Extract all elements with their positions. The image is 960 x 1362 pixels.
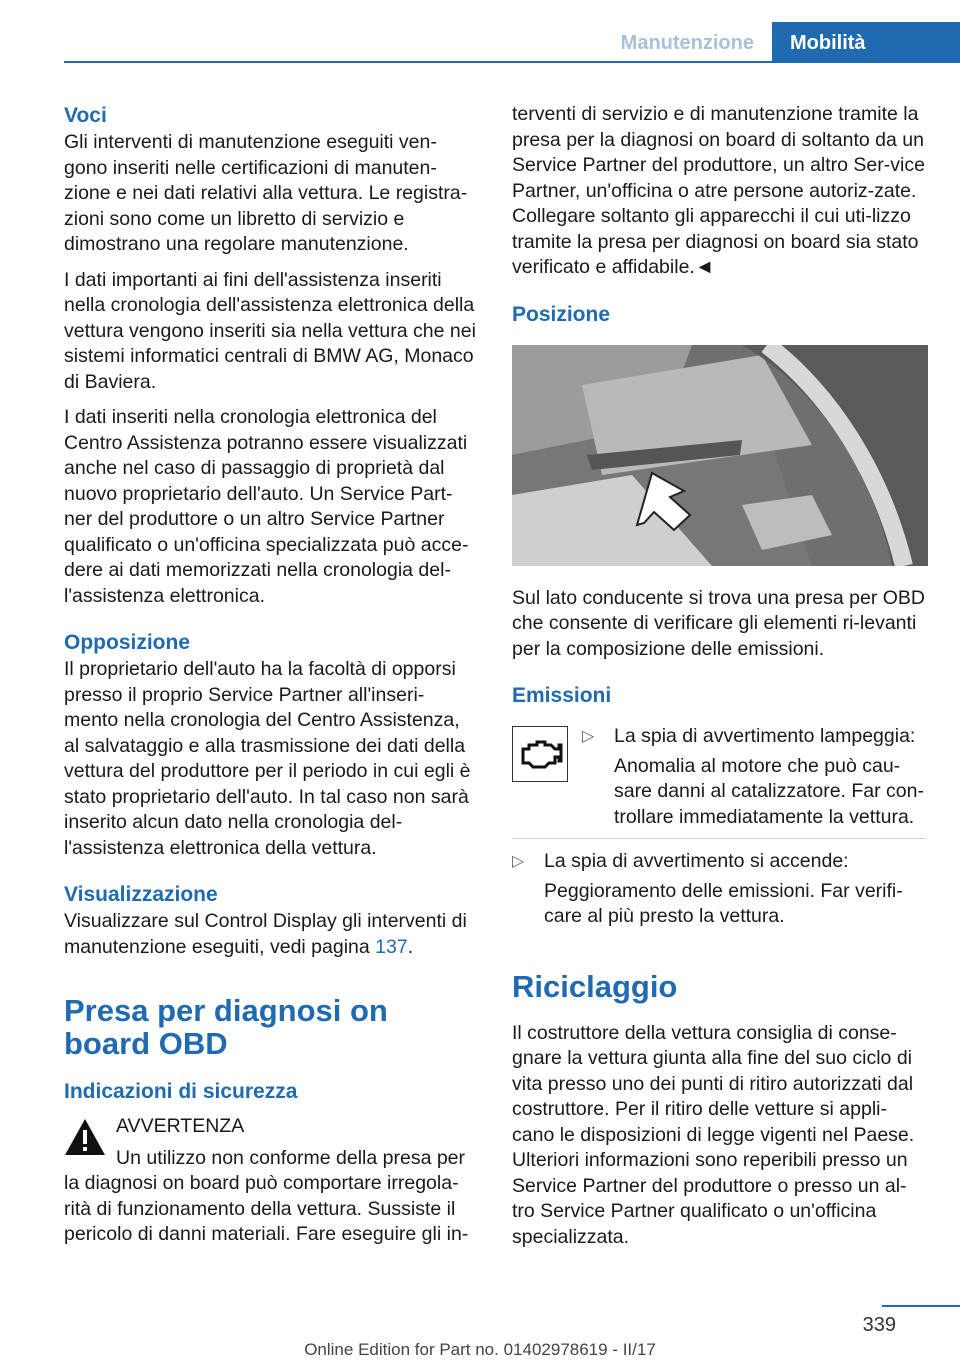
footer-text: Online Edition for Part no. 01402978619 - II/17 xyxy=(304,1340,656,1359)
section-title-posizione: Posizione xyxy=(512,302,611,326)
triangle-bullet-icon: ▷ xyxy=(512,853,525,870)
tab-manutenzione[interactable]: Manutenzione xyxy=(603,22,772,62)
paragraph: Gli interventi di manutenzione eseguiti ven-gono inseriti nelle certificazioni di manuten-zione e nei dati relativi alla vettura. Le registra-zioni sono come un libretto di servizio e dimostrano una regolare manutenzione. xyxy=(64,131,468,255)
header-rule xyxy=(64,61,960,63)
triangle-bullet-icon: ▷ xyxy=(582,728,595,745)
right-column xyxy=(512,102,926,1260)
left-column xyxy=(64,102,478,1248)
section-title-emissioni: Emissioni xyxy=(512,684,612,707)
page-number-rule xyxy=(882,1305,960,1307)
chapter-title-riciclaggio: Riciclaggio xyxy=(512,968,678,1004)
engine-warning-icon xyxy=(512,726,568,782)
obd-location-photo xyxy=(512,345,928,566)
paragraph: Visualizzare sul Control Display gli interventi di manutenzione eseguiti, vedi pagina 137. xyxy=(64,910,467,958)
paragraph: I dati inseriti nella cronologia elettronica del Centro Assistenza potranno essere visualizzati anche nel caso di passaggio di proprietà dal nuovo proprietario dell'auto. Un Service Part-ner del produttore o un altro Service Partner qualificato o un'officina specializzata può acce-dere ai dati memorizzati nella cronologia del-l'assistenza elettronica. xyxy=(64,406,469,607)
divider xyxy=(512,838,926,839)
page-header xyxy=(603,22,960,62)
warning-block xyxy=(64,1114,478,1140)
section-title-sicurezza: Indicazioni di sicurezza xyxy=(64,1080,298,1103)
emission-item-1 xyxy=(512,724,926,830)
paragraph: I dati importanti ai fini dell'assistenza inseriti nella cronologia dell'assistenza elettronica della vettura vengono inseriti sia nella vettura che nei sistemi informatici centrali di BMW AG, Monaco di Baviera. xyxy=(64,268,476,393)
section-title-voci: Voci xyxy=(64,104,107,127)
paragraph: Il costruttore della vettura consiglia di conse-gnare la vettura giunta alla fine del suo ciclo di vita presso uno dei punti di ritiro autorizzati dal costruttore. Per il ritiro delle vetture si appli-cano le disposizioni di legge vigenti nel Paese. Ulteriori informazioni sono reperibili presso un Service Partner del produttore o presso un al-tro Service Partner qualificato o un'officina specializzata. xyxy=(512,1021,915,1248)
chapter-title-obd: Presa per diagnosi on board OBD xyxy=(64,993,388,1061)
warning-triangle-icon xyxy=(64,1118,106,1156)
list-item: ▷ La spia di avvertimento si accende: xyxy=(512,849,926,875)
warning-text-continued: terventi di servizio e di manutenzione tramite la presa per la diagnosi on board di soltanto da un Service Partner del produttore, un altro Ser-vice Partner, un'officina o atre persone autoriz-zate. Collegare soltanto gli apparecchi il cui uti-lizzo tramite la presa per diagnosi on board sia stato verificato e affidabile.◄ xyxy=(512,103,925,278)
tab-mobilita[interactable]: Mobilità xyxy=(772,22,960,62)
warning-title: AVVERTENZA xyxy=(116,1115,245,1137)
page-number: 339 xyxy=(862,1314,896,1336)
section-title-opposizione: Opposizione xyxy=(64,631,190,654)
paragraph: Il proprietario dell'auto ha la facoltà di opporsi presso il proprio Service Partner all'inseri-mento nella cronologia del Centro Assistenza, al salvataggio e alla trasmissione dei dati della vettura del produttore per il periodo in cui egli è stato proprietario dell'auto. In tal caso non sarà inserito alcun dato nella cronologia del-l'assistenza elettronica della vettura. xyxy=(64,658,471,859)
page-link[interactable]: 137 xyxy=(375,935,408,958)
warning-text: Un utilizzo non conforme della presa per la diagnosi on board può comportare irregola-rità di funzionamento della vettura. Sussiste il pericolo di danni materiali. Fare eseguire gli in- xyxy=(64,1146,469,1245)
paragraph: Sul lato conducente si trova una presa per OBD che consente di verificare gli elementi ri-levanti per la composizione delle emissioni. xyxy=(512,586,925,660)
section-title-visualizzazione: Visualizzazione xyxy=(64,883,218,906)
list-item-detail: Anomalia al motore che può cau-sare danni al catalizzatore. Far con-trollare immediatamente la vettura. xyxy=(614,754,924,828)
list-item: ▷ La spia di avvertimento lampeggia: xyxy=(582,724,926,750)
list-item-detail: Peggioramento delle emissioni. Far verifi-care al più presto la vettura. xyxy=(544,879,903,927)
